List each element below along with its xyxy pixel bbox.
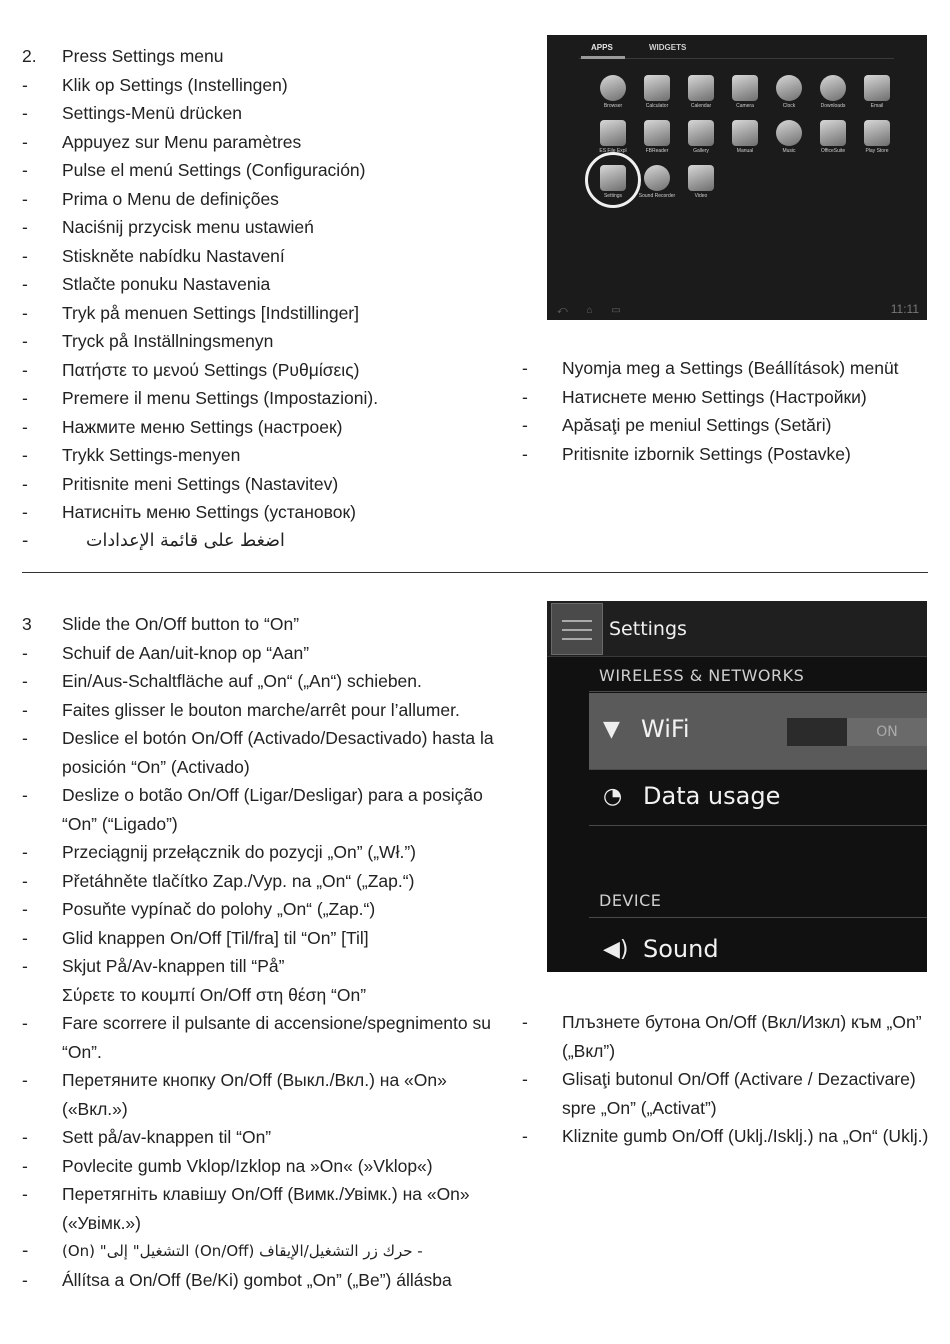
item-text: Prima o Menu de definições	[62, 188, 279, 209]
globe-icon	[600, 75, 626, 101]
instruction-item	[22, 1009, 512, 1066]
item-text: Ein/Aus-Schaltfläche auf „On“ („An“) schieben.	[62, 671, 422, 691]
item-text: Settings-Menü drücken	[62, 103, 242, 123]
instruction-item	[22, 413, 502, 442]
status-clock: 11:11	[890, 302, 919, 316]
email-icon	[864, 75, 890, 101]
app-label: Manual	[736, 148, 754, 154]
item-text: Apăsaţi pe meniul Settings (Setări)	[562, 415, 832, 435]
instruction-item	[22, 156, 502, 185]
instruction-item	[522, 383, 942, 412]
item-marker: -	[22, 785, 28, 805]
item-text: Schuif de Aan/uit-knop op “Aan”	[62, 642, 310, 663]
instruction-item	[22, 527, 502, 556]
instruction-item	[22, 952, 512, 981]
item-marker: -	[522, 415, 528, 435]
settings-header	[547, 601, 927, 657]
item-marker: -	[22, 416, 28, 437]
app-label: Music	[782, 148, 796, 154]
item-text: Deslize o botão On/Off (Ligar/Desligar) para a posição “On” (“Ligado”)	[62, 785, 483, 834]
item-marker: -	[22, 1127, 28, 1147]
system-nav-icons: ⤺ ⌂ ▭	[557, 305, 629, 316]
step3-instructions-right	[522, 1008, 942, 1151]
section-divider	[22, 572, 928, 573]
app-label: ES File Expl	[599, 148, 627, 154]
item-marker: -	[22, 842, 28, 862]
wifi-row[interactable]	[589, 693, 927, 769]
app-label: Camera	[736, 103, 754, 109]
item-text: Tryck på Inställningsmenyn	[62, 331, 274, 351]
instruction-item	[22, 838, 512, 867]
app-label: Downloads	[820, 103, 846, 109]
clock-icon	[776, 75, 802, 101]
app-label: Email	[870, 103, 884, 109]
item-marker: -	[22, 302, 28, 323]
apps-tab-bar	[579, 39, 894, 59]
instruction-item	[22, 1266, 512, 1295]
app-calendar[interactable]	[681, 75, 721, 109]
app-es-file-expl[interactable]	[593, 120, 633, 154]
instruction-item	[22, 299, 502, 328]
item-marker: -	[522, 1069, 528, 1089]
item-text: Перетягніть клавішу On/Off (Вимк./Увімк.) на «On» («Увімк.»)	[62, 1184, 470, 1233]
item-marker: -	[22, 956, 28, 976]
item-text: Deslice el botón On/Off (Activado/Desactivado) hasta la posición “On” (Activado)	[62, 728, 494, 777]
camera-icon	[732, 75, 758, 101]
item-text: Σύρετε το κουμπί On/Off στη θέση “On”	[62, 984, 367, 1005]
instruction-item	[22, 895, 512, 924]
app-manual[interactable]	[725, 120, 765, 154]
app-label: Gallery	[693, 148, 709, 154]
instruction-item	[22, 981, 512, 1010]
instruction-item	[522, 1008, 942, 1065]
item-text: Stiskněte nabídku Nastavení	[62, 245, 285, 266]
item-text: Pritisnite meni Settings (Nastavitev)	[62, 473, 339, 494]
item-marker: -	[22, 502, 28, 522]
item-marker: -	[22, 1013, 28, 1033]
item-text: Sett på/av-knappen til “On”	[62, 1127, 272, 1147]
item-marker: -	[22, 927, 28, 948]
item-text: Slide the On/Off button to “On”	[62, 614, 300, 634]
item-text: Натисніть меню Settings (установок)	[62, 502, 356, 522]
store-icon	[864, 120, 890, 146]
item-marker: -	[22, 530, 29, 551]
row-line	[589, 769, 927, 770]
data-usage-icon: ◔	[603, 784, 623, 809]
item-marker: -	[22, 74, 28, 95]
item-text: Πατήστε το μενού Settings (Ρυθμίσεις)	[62, 359, 360, 380]
microphone-icon	[644, 165, 670, 191]
item-marker: -	[522, 358, 528, 378]
instruction-item	[22, 867, 512, 896]
instruction-item	[22, 1066, 512, 1123]
item-marker: -	[22, 445, 28, 465]
instruction-item	[22, 667, 512, 696]
step2-instructions-left	[22, 42, 502, 555]
instruction-item	[22, 213, 502, 242]
app-gallery[interactable]	[681, 120, 721, 154]
item-text: Povlecite gumb Vklop/Izklop na »On« (»Vklop«)	[62, 1155, 433, 1176]
app-label: Video	[694, 193, 708, 199]
item-marker: -	[22, 1241, 29, 1261]
item-text: Skjut På/Av-knappen till “På”	[62, 956, 285, 976]
instruction-item	[22, 1152, 512, 1181]
item-marker: -	[22, 131, 28, 152]
item-marker: -	[22, 699, 28, 720]
item-text: Nyomja meg a Settings (Beállítások) menüt	[562, 358, 899, 378]
item-text: Állítsa a On/Off (Be/Ki) gombot „On” („Be”) állásba	[62, 1269, 452, 1290]
instruction-item	[22, 270, 502, 299]
item-marker: -	[22, 1070, 28, 1090]
item-marker: -	[22, 728, 28, 748]
item-marker: -	[22, 245, 28, 266]
settings-screenshot	[547, 601, 927, 972]
section-line	[589, 691, 927, 692]
item-marker: -	[22, 1269, 28, 1290]
instruction-item	[22, 470, 502, 499]
instruction-item	[22, 696, 512, 725]
item-text: Перетяните кнопку On/Off (Выкл./Вкл.) на «On» («Вкл.»)	[62, 1070, 447, 1119]
item-text: Trykk Settings-menyen	[62, 445, 241, 465]
gallery-icon	[688, 120, 714, 146]
instruction-item	[22, 1237, 512, 1266]
folder-icon	[600, 120, 626, 146]
item-marker: -	[22, 1155, 28, 1176]
item-marker: -	[22, 388, 28, 408]
app-officesuite[interactable]	[813, 120, 853, 154]
item-text: Glid knappen On/Off [Til/fra] til “On” [Til]	[62, 927, 369, 948]
app-sound-recorder[interactable]	[637, 165, 677, 199]
item-marker: -	[522, 443, 528, 464]
item-text: Faites glisser le bouton marche/arrêt pour l’allumer.	[62, 699, 460, 720]
item-marker: -	[22, 1184, 28, 1204]
instruction-item	[22, 781, 512, 838]
instruction-item	[22, 356, 502, 385]
item-text: اضغط على قائمة الإعدادات	[86, 530, 285, 551]
instruction-item	[22, 99, 502, 128]
item-marker	[22, 981, 62, 1010]
item-marker: -	[22, 160, 28, 180]
app-music[interactable]	[769, 120, 809, 154]
instruction-item	[22, 724, 512, 781]
active-tab-indicator	[581, 56, 625, 59]
item-text: Pritisnite izbornik Settings (Postavke)	[562, 443, 851, 464]
item-text: Premere il menu Settings (Impostazioni).	[62, 388, 379, 408]
item-marker: -	[22, 671, 28, 691]
item-text: Přetáhněte tlačítko Zap./Vyp. na „On“ („Zap.“)	[62, 870, 415, 891]
instruction-item	[22, 384, 502, 413]
instruction-item	[22, 1123, 512, 1152]
section-device: DEVICE	[599, 891, 662, 910]
item-marker: -	[22, 870, 28, 891]
app-clock[interactable]	[769, 75, 809, 109]
data-usage-label[interactable]: Data usage	[643, 782, 781, 810]
item-text: Posuňte vypínač do polohy „On“ („Zap.“)	[62, 899, 376, 919]
app-label: Settings	[603, 193, 623, 199]
item-marker: -	[22, 359, 28, 380]
item-text: Pulse el menú Settings (Configuración)	[62, 160, 366, 180]
music-icon	[776, 120, 802, 146]
instruction-item	[22, 242, 502, 271]
section-line	[589, 917, 927, 918]
instruction-item	[22, 42, 502, 71]
app-video[interactable]	[681, 165, 721, 199]
row-line	[589, 825, 927, 826]
app-label: OfficeSuite	[820, 148, 846, 154]
item-marker: -	[22, 274, 28, 294]
instruction-item	[22, 71, 502, 100]
sound-label[interactable]: Sound	[643, 935, 719, 963]
instruction-item	[522, 440, 942, 469]
item-marker: -	[522, 386, 528, 407]
item-marker: -	[22, 331, 28, 351]
item-marker: 2.	[22, 46, 37, 66]
item-text: Klik op Settings (Instellingen)	[62, 74, 288, 95]
instruction-item	[22, 327, 502, 356]
item-text: Naciśnij przycisk menu ustawień	[62, 217, 314, 237]
item-marker: -	[22, 473, 28, 494]
clapper-icon	[688, 165, 714, 191]
calculator-icon	[644, 75, 670, 101]
app-email[interactable]	[857, 75, 897, 109]
item-text: Нажмите меню Settings (настроек)	[62, 416, 343, 437]
wifi-label: WiFi	[641, 715, 690, 743]
settings-highlight-circle	[585, 152, 641, 208]
item-text: (On) "التشغيل" إلى (On/Off) حرك زر التشغيل/الإيقاف -	[62, 1242, 423, 1260]
item-text: Glisaţi butonul On/Off (Activare / Dezactivare) spre „On” („Activat”)	[562, 1069, 916, 1118]
item-marker: -	[522, 1012, 528, 1032]
instruction-item	[522, 354, 942, 383]
instruction-item	[522, 1065, 942, 1122]
item-marker: -	[22, 188, 28, 209]
app-label: Calculator	[645, 103, 669, 109]
office-icon	[820, 120, 846, 146]
instruction-item	[22, 441, 502, 470]
item-text: Przeciągnij przełącznik do pozycji „On” („Wł.”)	[62, 842, 416, 862]
wifi-toggle[interactable]	[787, 718, 927, 746]
tab-widgets[interactable]: WIDGETS	[649, 43, 687, 52]
download-icon	[820, 75, 846, 101]
item-marker: 3	[22, 614, 32, 634]
item-marker: -	[22, 217, 28, 237]
item-text: Tryk på menuen Settings [Indstillinger]	[62, 302, 359, 323]
instruction-item	[22, 610, 512, 639]
app-play-store[interactable]	[857, 120, 897, 154]
settings-title: Settings	[609, 618, 687, 640]
instruction-item	[22, 639, 512, 668]
calendar-icon	[688, 75, 714, 101]
manual-icon	[732, 120, 758, 146]
item-text: Fare scorrere il pulsante di accensione/spegnimento su “On”.	[62, 1013, 491, 1062]
step2-instructions-right	[522, 354, 942, 468]
instruction-item	[522, 1122, 942, 1151]
app-label: Play Store	[865, 148, 889, 154]
section-wireless: WIRELESS & NETWORKS	[599, 666, 805, 685]
item-marker: -	[522, 1126, 528, 1146]
app-fbreader[interactable]	[637, 120, 677, 154]
item-marker: -	[22, 103, 28, 123]
app-camera[interactable]	[725, 75, 765, 109]
speaker-icon: ◀)	[603, 937, 629, 962]
app-label: Clock	[782, 103, 796, 109]
app-label: Browser	[603, 103, 623, 109]
app-calculator[interactable]	[637, 75, 677, 109]
item-text: Appuyez sur Menu paramètres	[62, 131, 302, 152]
item-text: Stlačte ponuku Nastavenia	[62, 274, 271, 294]
item-text: Press Settings menu	[62, 46, 224, 66]
app-label: FBReader	[645, 148, 669, 154]
app-browser[interactable]	[593, 75, 633, 109]
instruction-item	[22, 185, 502, 214]
wifi-icon: ▼	[603, 717, 620, 742]
item-text: Kliznite gumb On/Off (Uklj./Isklj.) na „On“ (Uklj.)	[562, 1126, 929, 1146]
wifi-toggle-on: ON	[847, 718, 927, 746]
item-text: Натиснете меню Settings (Настройки)	[562, 386, 867, 407]
instruction-item	[22, 128, 502, 157]
instruction-item	[22, 1180, 512, 1237]
item-marker: -	[22, 899, 28, 919]
apps-screenshot	[547, 35, 927, 320]
app-downloads[interactable]	[813, 75, 853, 109]
instruction-item	[522, 411, 942, 440]
book-icon	[644, 120, 670, 146]
item-text: Плъзнете бутона On/Off (Вкл/Изкл) към „On” („Вкл”)	[562, 1012, 922, 1061]
instruction-item	[22, 924, 512, 953]
settings-icon	[551, 603, 603, 655]
instruction-item	[22, 498, 502, 527]
app-label: Sound Recorder	[638, 193, 676, 199]
tab-apps[interactable]: APPS	[591, 43, 613, 52]
step3-instructions-left	[22, 610, 512, 1294]
item-marker: -	[22, 642, 28, 663]
app-label: Calendar	[690, 103, 712, 109]
